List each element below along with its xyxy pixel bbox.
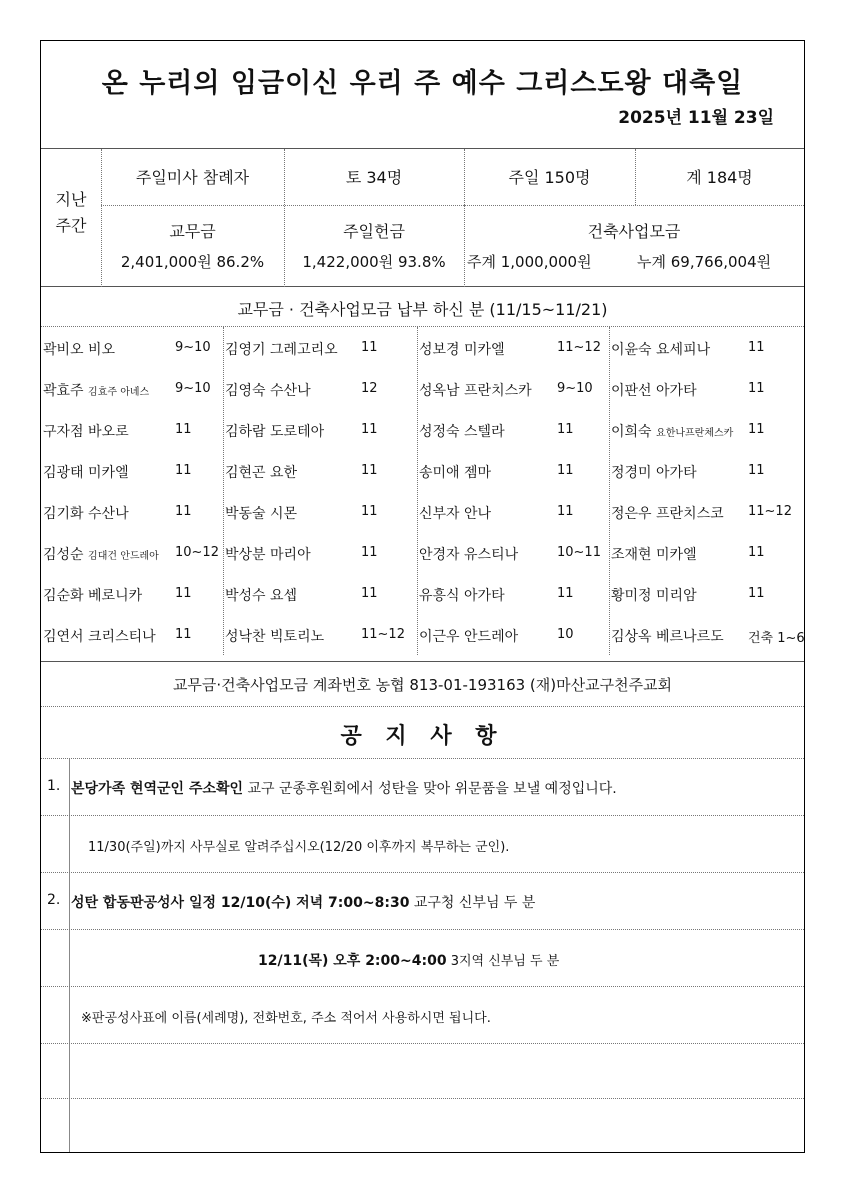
donor-name: 성보경 미카엘	[419, 342, 505, 358]
donor-month: 11	[557, 504, 574, 519]
donor-month: 9~10	[557, 381, 593, 396]
account-section	[41, 662, 804, 707]
bulletin-frame	[40, 40, 805, 1153]
donor-name: 박동술 시몬	[225, 506, 298, 522]
donor-month: 11	[557, 463, 574, 478]
donor-month: 11	[748, 340, 765, 355]
donor-name: 유흥식 아가타	[419, 588, 505, 604]
donor-month: 11	[175, 422, 192, 437]
donor-name: 김현곤 요한	[225, 465, 298, 481]
bulletin-date: 2025년 11월 23일	[618, 108, 774, 128]
donor-row	[41, 409, 804, 450]
donor-name: 김연서 크리스티나	[43, 629, 156, 645]
donor-name: 김상옥 베르나르도	[611, 629, 724, 645]
notice-number: 2.	[47, 892, 61, 908]
donor-row	[41, 327, 804, 368]
donor-month: 11	[557, 586, 574, 601]
donor-month: 11	[361, 504, 378, 519]
donor-name: 김영숙 수산나	[225, 383, 311, 399]
donor-month: 11	[361, 545, 378, 560]
donor-name: 곽비오 비오	[43, 342, 116, 358]
saturday-count: 토 34명	[345, 168, 403, 187]
donor-name: 김광태 미카엘	[43, 465, 129, 481]
sunday-count: 주일 150명	[508, 168, 591, 187]
notice-number: 1.	[47, 778, 61, 794]
donor-month: 10~12	[175, 545, 219, 560]
donor-name: 성정숙 스텔라	[419, 424, 505, 440]
notice-text: 11/30(주일)까지 사무실로 알려주십시오(12/20 이후까지 복무하는 군인).	[88, 840, 510, 855]
donor-name: 이희숙 요한나프란체스카	[611, 424, 734, 440]
donor-name: 박상분 마리아	[225, 547, 311, 563]
donor-name: 정경미 아가타	[611, 465, 697, 481]
notice-row	[41, 759, 804, 816]
donor-month: 11	[175, 504, 192, 519]
notice-text: ※판공성사표에 이름(세례명), 전화번호, 주소 적어서 사용하시면 됩니다.	[81, 1011, 491, 1026]
donor-month: 11~12	[557, 340, 601, 355]
notice-title: 공 지 사 항	[340, 724, 505, 749]
notice-row	[41, 987, 804, 1044]
donor-month: 11	[748, 545, 765, 560]
divider	[223, 327, 224, 655]
building-total: 누계 69,766,004원	[637, 253, 772, 271]
donor-name: 곽효주 김효주 아녜스	[43, 383, 150, 399]
total-count: 계 184명	[686, 168, 753, 187]
donor-row	[41, 368, 804, 409]
building-label: 건축사업모금	[587, 222, 681, 241]
donor-month: 10~11	[557, 545, 601, 560]
divider	[417, 327, 418, 655]
notice-text: 12/11(목) 오후 2:00~4:00 3지역 신부님 두 분	[258, 953, 560, 969]
donor-row	[41, 450, 804, 491]
donor-row	[41, 491, 804, 532]
donor-month: 11	[748, 381, 765, 396]
donor-month: 건축 1~6	[748, 631, 805, 646]
donor-month: 11	[361, 422, 378, 437]
page-title: 온 누리의 임금이신 우리 주 예수 그리스도왕 대축일	[101, 68, 744, 99]
title-section	[41, 41, 804, 149]
donor-month: 11~12	[748, 504, 792, 519]
donor-month: 11	[175, 586, 192, 601]
donor-name: 이윤숙 요세피나	[611, 342, 711, 358]
donor-month: 11	[748, 463, 765, 478]
donor-month: 10	[557, 627, 574, 642]
donor-name: 정은우 프란치스코	[611, 506, 724, 522]
donor-month: 12	[361, 381, 378, 396]
donor-month: 11	[361, 340, 378, 355]
notice-header	[41, 707, 804, 759]
donor-name: 박성수 요셉	[225, 588, 298, 604]
donor-name: 김영기 그레고리오	[225, 342, 338, 358]
attendance-label: 주일미사 참례자	[135, 168, 250, 187]
donors-title: 교무금 · 건축사업모금 납부 하신 분 (11/15~11/21)	[237, 300, 608, 319]
notice-row-empty	[41, 1044, 804, 1099]
donor-name: 김성순 김대건 안드레아	[43, 547, 159, 563]
donor-row	[41, 532, 804, 573]
notice-row	[41, 930, 804, 987]
donor-month: 11	[175, 463, 192, 478]
notice-text: 성탄 합동판공성사 일정 12/10(수) 저녁 7:00~8:30 교구청 신부님 두 분	[71, 895, 536, 911]
donor-name: 조재현 미카엘	[611, 547, 697, 563]
donor-month: 9~10	[175, 340, 211, 355]
divider	[101, 205, 804, 206]
donor-name: 이근우 안드레아	[419, 629, 519, 645]
donor-month: 11~12	[361, 627, 405, 642]
donors-header	[41, 287, 804, 327]
donor-month: 11	[557, 422, 574, 437]
donor-name: 황미정 미리암	[611, 588, 697, 604]
notice-row-empty	[41, 1099, 804, 1152]
donor-row	[41, 614, 804, 655]
donor-month: 11	[175, 627, 192, 642]
donor-name: 성옥남 프란치스카	[419, 383, 532, 399]
donor-name: 성낙찬 빅토리노	[225, 629, 325, 645]
donor-month: 11	[361, 463, 378, 478]
account-number: 교무금·건축사업모금 계좌번호 농협 813-01-193163 (재)마산교구천주교회	[172, 676, 673, 694]
notice-row	[41, 816, 804, 873]
donor-name: 김하람 도로테아	[225, 424, 325, 440]
donor-name: 안경자 유스티나	[419, 547, 519, 563]
last-week-section	[41, 149, 804, 287]
donor-month: 11	[748, 586, 765, 601]
donor-name: 김기화 수산나	[43, 506, 129, 522]
donor-month: 11	[361, 586, 378, 601]
donor-month: 11	[748, 422, 765, 437]
donor-name: 김순화 베로니카	[43, 588, 143, 604]
offering-value: 1,422,000원 93.8%	[302, 253, 446, 271]
notice-row	[41, 873, 804, 930]
gyomu-label: 교무금	[169, 222, 216, 241]
divider	[609, 327, 610, 655]
donor-name: 송미애 젬마	[419, 465, 492, 481]
notice-text: 본당가족 현역군인 주소확인 교구 군종후원회에서 성탄을 맞아 위문품을 보낼 예정입니다.	[71, 781, 617, 797]
donor-month: 9~10	[175, 381, 211, 396]
gyomu-value: 2,401,000원 86.2%	[120, 253, 265, 271]
donor-name: 신부자 안나	[419, 506, 492, 522]
last-week-label: 지난 주간	[55, 190, 87, 235]
donor-name: 이판선 아가타	[611, 383, 697, 399]
donor-name: 구자점 바오로	[43, 424, 129, 440]
donors-list	[41, 327, 804, 662]
donor-row	[41, 573, 804, 614]
building-week: 주계 1,000,000원	[467, 253, 592, 271]
divider	[464, 205, 465, 287]
offering-label: 주일헌금	[343, 222, 405, 241]
